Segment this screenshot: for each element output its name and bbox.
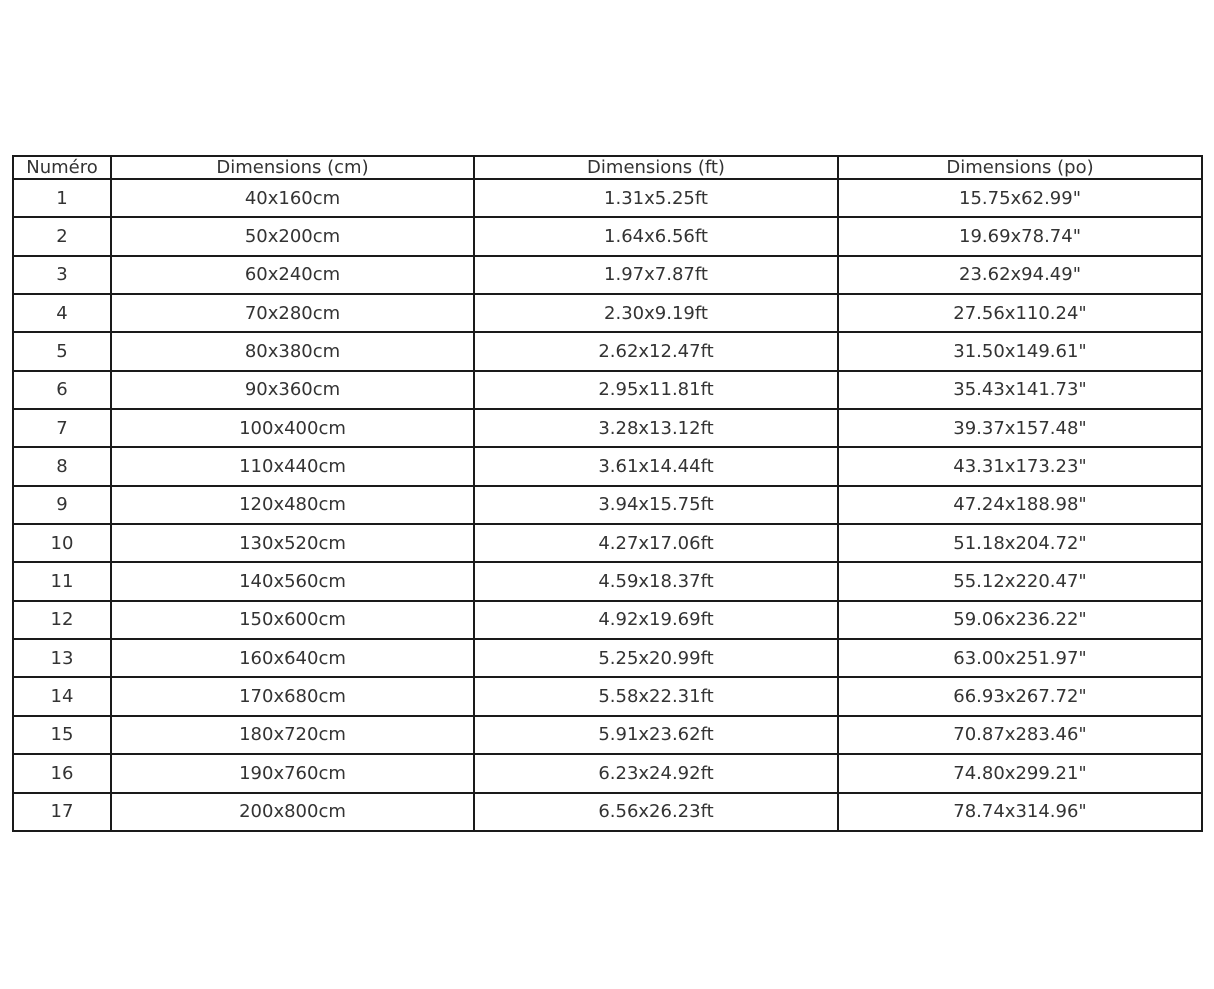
cell-dimensions-cm: 60x240cm [111, 256, 474, 294]
cell-dimensions-po: 74.80x299.21" [838, 754, 1202, 792]
cell-numero: 16 [13, 754, 111, 792]
cell-dimensions-cm: 140x560cm [111, 562, 474, 600]
cell-numero: 1 [13, 179, 111, 217]
table-row [13, 409, 1202, 447]
cell-dimensions-ft: 6.56x26.23ft [474, 793, 838, 832]
cell-numero: 4 [13, 294, 111, 332]
cell-dimensions-cm: 200x800cm [111, 793, 474, 832]
table-row [13, 486, 1202, 524]
dimensions-table-container [12, 155, 1203, 832]
cell-dimensions-ft: 3.28x13.12ft [474, 409, 838, 447]
table-row [13, 562, 1202, 600]
cell-dimensions-cm: 150x600cm [111, 601, 474, 639]
cell-dimensions-cm: 170x680cm [111, 677, 474, 715]
header-numero: Numéro [13, 156, 111, 179]
cell-dimensions-po: 35.43x141.73" [838, 371, 1202, 409]
table-row [13, 332, 1202, 370]
cell-dimensions-ft: 2.30x9.19ft [474, 294, 838, 332]
cell-dimensions-cm: 90x360cm [111, 371, 474, 409]
cell-dimensions-ft: 1.64x6.56ft [474, 217, 838, 255]
cell-dimensions-po: 70.87x283.46" [838, 716, 1202, 754]
table-row [13, 447, 1202, 485]
cell-numero: 8 [13, 447, 111, 485]
cell-dimensions-po: 43.31x173.23" [838, 447, 1202, 485]
cell-dimensions-cm: 100x400cm [111, 409, 474, 447]
cell-dimensions-ft: 6.23x24.92ft [474, 754, 838, 792]
cell-numero: 2 [13, 217, 111, 255]
cell-dimensions-ft: 4.27x17.06ft [474, 524, 838, 562]
cell-dimensions-ft: 1.97x7.87ft [474, 256, 838, 294]
table-row [13, 639, 1202, 677]
cell-numero: 7 [13, 409, 111, 447]
cell-numero: 13 [13, 639, 111, 677]
cell-numero: 15 [13, 716, 111, 754]
table-body [13, 179, 1202, 831]
cell-numero: 17 [13, 793, 111, 832]
cell-dimensions-cm: 110x440cm [111, 447, 474, 485]
cell-numero: 5 [13, 332, 111, 370]
table-row [13, 601, 1202, 639]
table-row [13, 524, 1202, 562]
cell-dimensions-cm: 40x160cm [111, 179, 474, 217]
cell-dimensions-ft: 3.61x14.44ft [474, 447, 838, 485]
cell-dimensions-po: 78.74x314.96" [838, 793, 1202, 832]
table-row [13, 716, 1202, 754]
dimensions-table [12, 155, 1203, 832]
table-row [13, 677, 1202, 715]
cell-numero: 14 [13, 677, 111, 715]
table-row [13, 294, 1202, 332]
cell-dimensions-ft: 5.91x23.62ft [474, 716, 838, 754]
cell-dimensions-cm: 120x480cm [111, 486, 474, 524]
cell-dimensions-po: 63.00x251.97" [838, 639, 1202, 677]
cell-dimensions-po: 19.69x78.74" [838, 217, 1202, 255]
cell-dimensions-cm: 130x520cm [111, 524, 474, 562]
cell-dimensions-po: 27.56x110.24" [838, 294, 1202, 332]
table-row [13, 371, 1202, 409]
cell-dimensions-po: 47.24x188.98" [838, 486, 1202, 524]
cell-dimensions-ft: 5.25x20.99ft [474, 639, 838, 677]
table-row [13, 256, 1202, 294]
table-row [13, 179, 1202, 217]
cell-dimensions-cm: 160x640cm [111, 639, 474, 677]
cell-dimensions-po: 66.93x267.72" [838, 677, 1202, 715]
header-dimensions-po: Dimensions (po) [838, 156, 1202, 179]
cell-dimensions-ft: 3.94x15.75ft [474, 486, 838, 524]
cell-dimensions-po: 31.50x149.61" [838, 332, 1202, 370]
table-row [13, 793, 1202, 832]
cell-dimensions-cm: 70x280cm [111, 294, 474, 332]
header-row [13, 156, 1202, 179]
cell-dimensions-po: 15.75x62.99" [838, 179, 1202, 217]
cell-numero: 12 [13, 601, 111, 639]
cell-dimensions-po: 39.37x157.48" [838, 409, 1202, 447]
cell-numero: 6 [13, 371, 111, 409]
cell-dimensions-ft: 2.95x11.81ft [474, 371, 838, 409]
cell-dimensions-ft: 4.59x18.37ft [474, 562, 838, 600]
cell-dimensions-cm: 50x200cm [111, 217, 474, 255]
cell-dimensions-ft: 4.92x19.69ft [474, 601, 838, 639]
cell-dimensions-ft: 2.62x12.47ft [474, 332, 838, 370]
header-dimensions-ft: Dimensions (ft) [474, 156, 838, 179]
header-dimensions-cm: Dimensions (cm) [111, 156, 474, 179]
cell-numero: 9 [13, 486, 111, 524]
cell-dimensions-ft: 5.58x22.31ft [474, 677, 838, 715]
cell-dimensions-cm: 190x760cm [111, 754, 474, 792]
table-row [13, 217, 1202, 255]
table-row [13, 754, 1202, 792]
cell-dimensions-cm: 180x720cm [111, 716, 474, 754]
cell-dimensions-po: 23.62x94.49" [838, 256, 1202, 294]
cell-numero: 11 [13, 562, 111, 600]
cell-dimensions-po: 55.12x220.47" [838, 562, 1202, 600]
cell-dimensions-cm: 80x380cm [111, 332, 474, 370]
cell-dimensions-po: 59.06x236.22" [838, 601, 1202, 639]
cell-numero: 3 [13, 256, 111, 294]
cell-dimensions-po: 51.18x204.72" [838, 524, 1202, 562]
cell-dimensions-ft: 1.31x5.25ft [474, 179, 838, 217]
cell-numero: 10 [13, 524, 111, 562]
